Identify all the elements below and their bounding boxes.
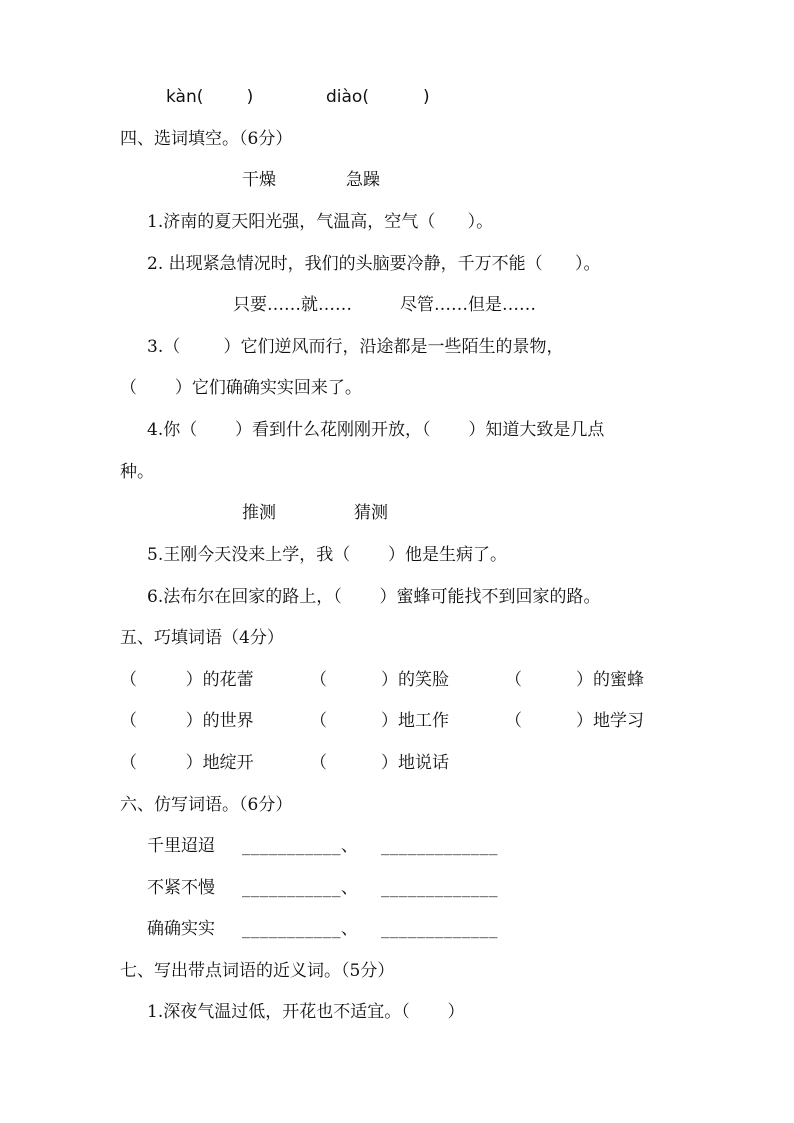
imitation-word-1: 千里迢迢: [147, 836, 215, 856]
imitation-blank-3a: ___________、: [242, 919, 359, 939]
question-6: 6.法布尔在回家的路上，（ ）蜜蜂可能找不到回家的路。: [147, 587, 601, 607]
question-5: 5.王刚今天没来上学，我（ ）他是生病了。: [147, 545, 508, 565]
imitation-blank-1a: ___________、: [242, 836, 359, 856]
question-4-line2: 种。: [120, 462, 154, 482]
fill-r1c1: （ ）的花蕾: [120, 670, 254, 690]
fill-r2c1: （ ）的世界: [120, 711, 254, 731]
fill-r2c3: （ ）地学习: [505, 711, 645, 731]
word-choice-3a: 推测: [242, 503, 276, 523]
imitation-word-2: 不紧不慢: [147, 878, 215, 898]
fill-r1c2: （ ）的笑脸: [310, 670, 450, 690]
word-choice-3b: 猜测: [354, 503, 388, 523]
word-choice-1a: 干燥: [242, 170, 276, 190]
pinyin-kan: kàn( ): [166, 87, 254, 107]
section4-title: 四、选词填空。（6分）: [120, 129, 293, 149]
imitation-blank-1b: _____________: [381, 836, 498, 856]
word-choice-2a: 只要……就……: [233, 295, 352, 315]
imitation-blank-3b: _____________: [381, 919, 498, 939]
fill-r1c3: （ ）的蜜蜂: [505, 670, 645, 690]
word-choice-1b: 急躁: [346, 170, 380, 190]
section5-title: 五、巧填词语（4分）: [120, 628, 284, 648]
pinyin-diao: diào( ): [326, 87, 430, 107]
section6-title: 六、仿写词语。（6分）: [120, 795, 293, 815]
question-3-line2: （ ）它们确确实实回来了。: [120, 378, 362, 398]
question-4-line1: 4.你（ ）看到什么花刚刚开放，（ ）知道大致是几点: [147, 420, 605, 440]
imitation-word-3: 确确实实: [147, 919, 215, 939]
question-1: 1.济南的夏天阳光强，气温高，空气（ ）。: [147, 212, 494, 232]
question-2: 2. 出现紧急情况时，我们的头脑要冷静，千万不能（ ）。: [147, 254, 601, 274]
word-choice-2b: 尽管……但是……: [400, 295, 536, 315]
imitation-blank-2b: _____________: [381, 878, 498, 898]
imitation-blank-2a: ___________、: [242, 878, 359, 898]
question-3-line1: 3.（ ）它们逆风而行，沿途都是一些陌生的景物，: [147, 337, 564, 357]
fill-r3c1: （ ）地绽开: [120, 753, 254, 773]
synonym-question-1: 1.深夜气温过低，开花也不适宜。（ ）: [147, 1002, 465, 1022]
section7-title: 七、写出带点词语的近义词。（5分）: [120, 961, 395, 981]
fill-r3c2: （ ）地说话: [310, 753, 450, 773]
fill-r2c2: （ ）地工作: [310, 711, 450, 731]
